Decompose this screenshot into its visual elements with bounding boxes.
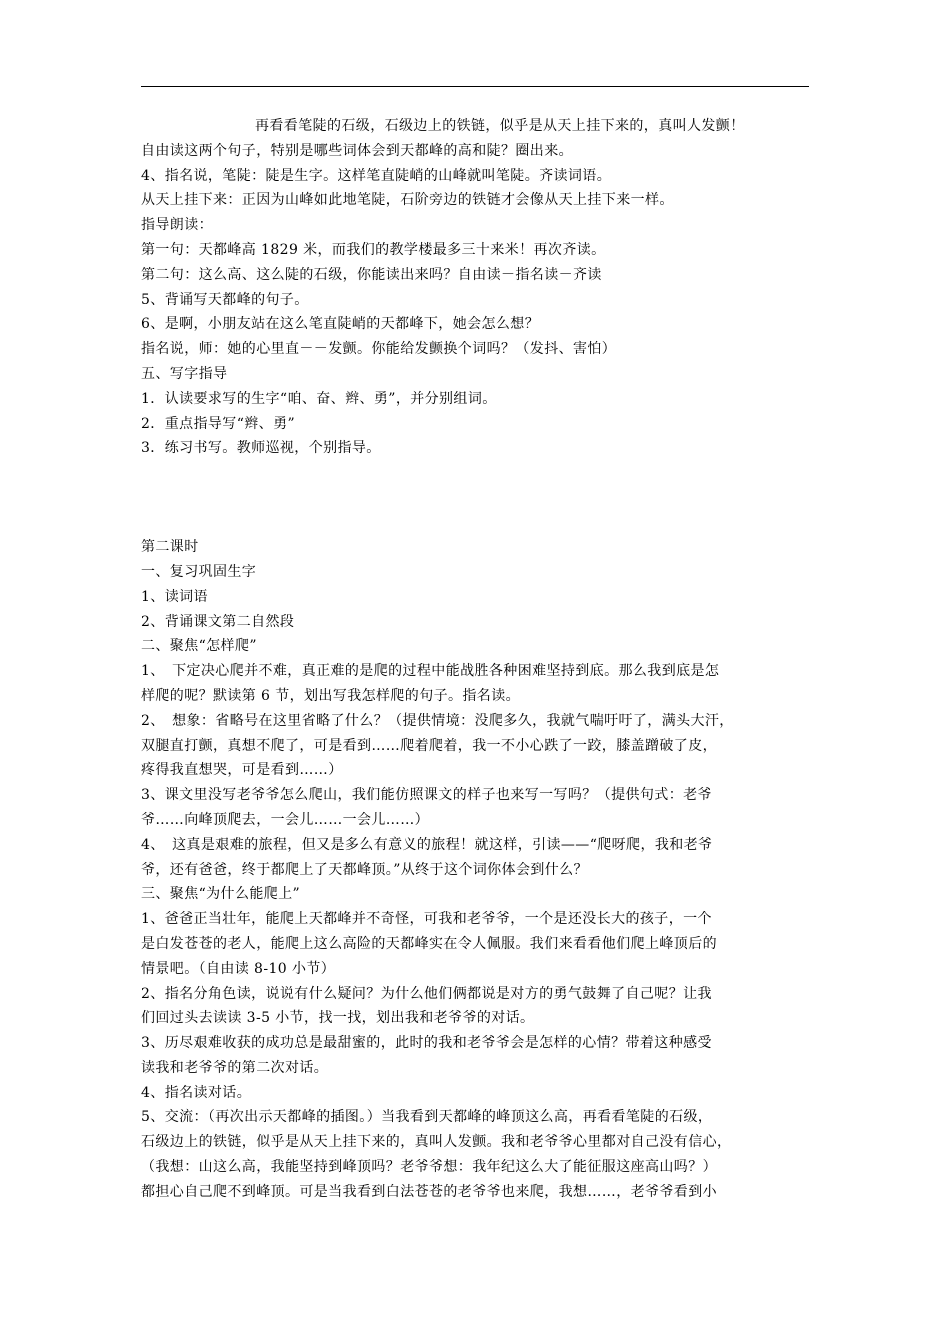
section-heading: 二、聚焦“怎样爬” [141, 638, 257, 655]
text-line: 是白发苍苍的老人，能爬上这么高险的天都峰实在令人佩服。我们来看看他们爬上峰顶后的 [141, 935, 717, 952]
text-line: 5、背诵写天都峰的句子。 [141, 291, 309, 308]
spacer [141, 461, 811, 535]
text-line: 爷……向峰顶爬去，一会儿……一会儿……） [141, 811, 429, 828]
text-line: 读我和老爷爷的第二次对话。 [141, 1059, 329, 1076]
text-line: 1．认读要求写的生字“咱、奋、辫、勇”，并分别组词。 [141, 390, 497, 407]
text-line: （我想：山这么高，我能坚持到峰顶吗？老爷爷想：我年纪这么大了能征服这座高山吗？） [141, 1159, 717, 1176]
text-line: 1、 下定决心爬并不难，真正难的是爬的过程中能战胜各种困难坚持到底。那么我到底是怎 [141, 663, 720, 680]
text-line: 3、历尽艰难收获的成功总是最甜蜜的，此时的我和老爷爷会是怎样的心情？带着这种感受 [141, 1035, 712, 1052]
text-line: 自由读这两个句子，特别是哪些词体会到天都峰的高和陡？圈出来。 [141, 142, 573, 159]
text-line: 5、交流：（再次出示天都峰的插图。）当我看到天都峰的峰顶这么高，再看看笔陡的石级， [141, 1109, 713, 1126]
document-body [141, 114, 811, 1205]
text-line: 们回过头去读读 3-5 小节，找一找，划出我和老爷爷的对话。 [141, 1010, 535, 1027]
header-rule [141, 86, 809, 87]
text-line: 6、是啊，小朋友站在这么笔直陡峭的天都峰下，她会怎么想？ [141, 316, 540, 333]
text-line: 第二句：这么高、这么陡的石级，你能读出来吗？自由读－指名读－齐读 [141, 266, 602, 283]
text-line: 疼得我直想哭，可是看到……） [141, 762, 343, 779]
text-line: 指名说，师：她的心里直－－发颤。你能给发颤换个词吗？（发抖、害怕） [141, 341, 617, 358]
text-line: 4、 这真是艰难的旅程，但又是多么有意义的旅程！就这样，引读——“爬呀爬，我和老爷 [141, 836, 713, 853]
text-line: 情景吧。（自由读 8-10 小节） [141, 960, 336, 977]
text-line: 从天上挂下来：正因为山峰如此地笔陡，石阶旁边的铁链才会像从天上挂下来一样。 [141, 192, 674, 209]
text-line: 第一句：天都峰高 1829 米，而我们的教学楼最多三十来米！再次齐读。 [141, 241, 606, 258]
text-line: 4、指名读对话。 [141, 1084, 252, 1101]
section-heading: 三、聚焦“为什么能爬上” [141, 886, 301, 903]
text-line: 2、背诵课文第二自然段 [141, 613, 295, 630]
text-line: 再看看笔陡的石级，石级边上的铁链，似乎是从天上挂下来的，真叫人发颤！ [255, 118, 745, 134]
text-line: 4、指名说，笔陡：陡是生字。这样笔直陡峭的山峰就叫笔陡。齐读词语。 [141, 167, 612, 184]
text-line: 3．练习书写。教师巡视，个别指导。 [141, 440, 381, 457]
section-heading: 五、写字指导 [141, 365, 228, 382]
text-line: 指导朗读： [141, 217, 213, 234]
text-line: 1、爸爸正当壮年，能爬上天都峰并不奇怪，可我和老爷爷，一个是还没长大的孩子，一个 [141, 911, 712, 928]
text-line: 双腿直打颤，真想不爬了，可是看到……爬着爬着，我一不小心跌了一跤，膝盖蹭破了皮， [141, 737, 717, 754]
text-line: 3、课文里没写老爷爷怎么爬山，我们能仿照课文的样子也来写一写吗？（提供句式：老爷 [141, 787, 712, 804]
text-line: 爷，还有爸爸，终于都爬上了天都峰顶。”从终于这个词你体会到什么？ [141, 861, 588, 878]
text-line: 样爬的呢？默读第 6 节，划出写我怎样爬的句子。指名读。 [141, 687, 521, 704]
text-line: 2、指名分角色读，说说有什么疑问？为什么他们俩都说是对方的勇气鼓舞了自己呢？让我 [141, 985, 712, 1002]
text-line: 2．重点指导写“辫、勇” [141, 415, 296, 432]
lesson-heading: 第二课时 [141, 539, 199, 556]
section-heading: 一、复习巩固生字 [141, 563, 257, 580]
text-line: 1、读词语 [141, 588, 208, 605]
text-line: 2、 想象：省略号在这里省略了什么？（提供情境：没爬多久，我就气喘吁吁了，满头大汗， [141, 712, 734, 729]
text-line: 石级边上的铁链，似乎是从天上挂下来的，真叫人发颤。我和老爷爷心里都对自己没有信心， [141, 1134, 732, 1151]
text-line: 都担心自己爬不到峰顶。可是当我看到白法苍苍的老爷爷也来爬，我想……，老爷爷看到小 [141, 1183, 717, 1200]
